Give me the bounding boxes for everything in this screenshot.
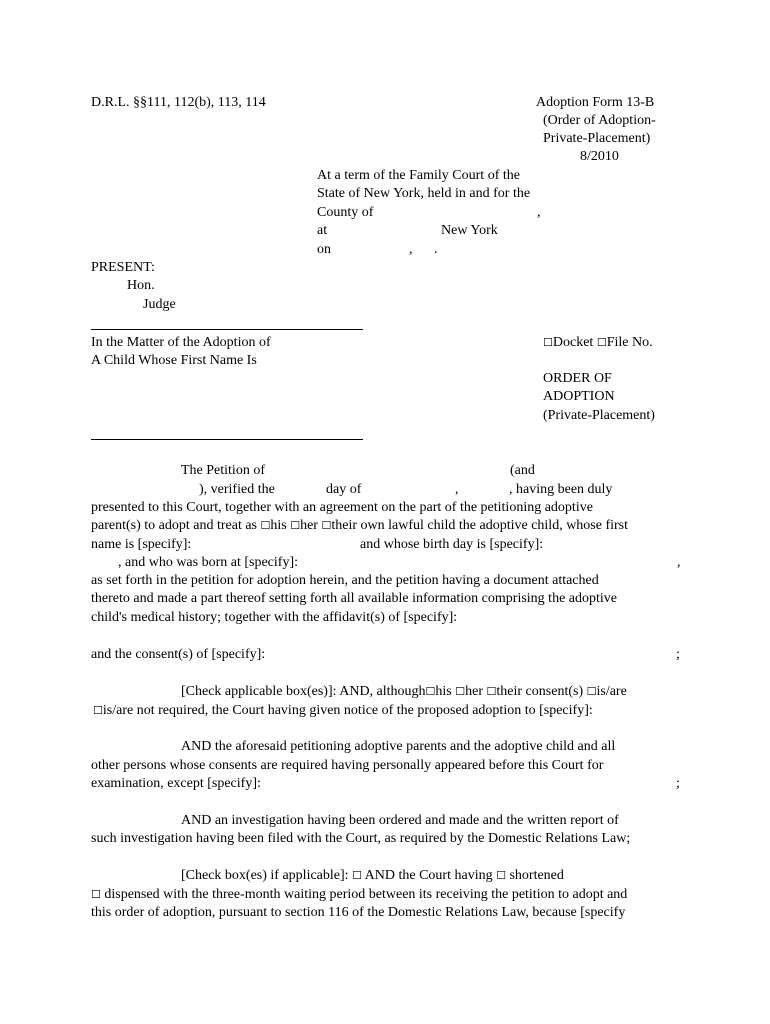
- present-label: PRESENT:: [91, 260, 155, 275]
- consent-isare-label: is/are: [596, 684, 627, 699]
- consent-his-checkbox[interactable]: ☐: [425, 685, 436, 698]
- appeared-line1: AND the aforesaid petitioning adoptive parents and the adoptive child and all: [181, 739, 616, 754]
- body-line-8: thereto and made a part thereof setting forth all available information comprising the adoptive: [91, 591, 617, 606]
- body-line-3: presented to this Court, together with an agreement on the part of the petitioning adoptive: [91, 500, 593, 515]
- their-checkbox[interactable]: ☐: [321, 519, 332, 532]
- day-of-label: day of: [326, 482, 362, 497]
- waiting-period-line2: [91, 886, 627, 904]
- form-subtitle-2: Private-Placement): [543, 131, 651, 146]
- court-having-label: AND the Court having: [364, 868, 493, 883]
- waiting-period-line1: [181, 867, 564, 885]
- verified-label: ), verified the: [199, 482, 275, 497]
- file-no-label: File No.: [606, 335, 653, 350]
- on-label: on: [317, 242, 331, 257]
- consent-not-required-line2: [93, 702, 593, 720]
- consent-isare-checkbox[interactable]: ☐: [586, 685, 597, 698]
- born-at-label: , and who was born at [specify]:: [118, 555, 299, 570]
- check-applicable-label: [Check applicable box(es)]: AND, although: [181, 684, 426, 699]
- examination-except-label: examination, except [specify]:: [91, 776, 261, 791]
- consents-label: and the consent(s) of [specify]:: [91, 647, 266, 662]
- investigation-line2: such investigation having been filed with the Court, as required by the Domestic Relations Law;: [91, 831, 631, 846]
- form-date: 8/2010: [580, 149, 619, 164]
- consent-her-label: her: [465, 684, 484, 699]
- shortened-checkbox[interactable]: ☐: [496, 869, 506, 882]
- shortened-label: shortened: [509, 868, 564, 883]
- statute-citation: D.R.L. §§111, 112(b), 113, 114: [91, 95, 266, 110]
- first-name-label: name is [specify]:: [91, 537, 192, 552]
- hon-label: Hon.: [127, 278, 155, 293]
- date-period: .: [434, 242, 438, 257]
- docket-label: Docket: [552, 335, 594, 350]
- court-term-line2: State of New York, held in and for the: [317, 186, 531, 201]
- petition-and-label: (and: [510, 463, 535, 478]
- consent-their-checkbox[interactable]: ☐: [486, 685, 497, 698]
- form-title: Adoption Form 13-B: [536, 95, 655, 110]
- waiting-period-line3: this order of adoption, pursuant to section 116 of the Domestic Relations Law, because [specify: [91, 905, 626, 920]
- his-checkbox[interactable]: ☐: [260, 519, 271, 532]
- form-subtitle-1: (Order of Adoption-: [543, 113, 656, 128]
- docket-file-selector: [543, 334, 653, 352]
- his-label: his: [270, 518, 287, 533]
- dispensed-checkbox[interactable]: ☐: [91, 888, 101, 901]
- county-label: County of: [317, 205, 374, 220]
- order-title-line2: ADOPTION: [543, 389, 615, 404]
- appeared-line2: other persons whose consents are required having personally appeared before this Court for: [91, 758, 604, 773]
- court-having-checkbox[interactable]: ☐: [352, 869, 362, 882]
- caption-bottom-rule: [91, 439, 363, 440]
- consent-not-required-line1: [181, 683, 627, 701]
- birth-day-label: and whose birth day is [specify]:: [360, 537, 544, 552]
- check-if-applicable-label: [Check box(es) if applicable]:: [181, 868, 349, 883]
- court-term-line1: At a term of the Family Court of the: [317, 168, 520, 183]
- day-of-comma: ,: [455, 482, 459, 497]
- consent-their-label: their consent(s): [496, 684, 584, 699]
- docket-checkbox[interactable]: ☐: [543, 336, 553, 349]
- adopt-treat-label: parent(s) to adopt and treat as: [91, 518, 257, 533]
- petition-of-label: The Petition of: [181, 463, 265, 478]
- body-line-4: [91, 517, 628, 535]
- their-label: their own lawful child the adoptive child, whose first: [331, 518, 629, 533]
- investigation-line1: AND an investigation having been ordered and made and the written report of: [181, 813, 619, 828]
- caption-top-rule: [91, 329, 363, 330]
- at-label: at: [317, 223, 328, 238]
- matter-line1: In the Matter of the Adoption of: [91, 335, 271, 350]
- file-checkbox[interactable]: ☐: [596, 336, 607, 349]
- matter-line2: A Child Whose First Name Is: [91, 353, 257, 368]
- body-line-9: child's medical history; together with the affidavit(s) of [specify]:: [91, 610, 458, 625]
- her-label: her: [300, 518, 318, 533]
- examination-semicolon: ;: [676, 776, 680, 791]
- duly-label: , having been duly: [509, 482, 613, 497]
- date-comma: ,: [409, 242, 413, 257]
- consent-her-checkbox[interactable]: ☐: [455, 685, 466, 698]
- body-line-7: as set forth in the petition for adoption herein, and the petition having a document attached: [91, 573, 599, 588]
- state-name: New York: [441, 223, 498, 238]
- not-required-isare-checkbox[interactable]: ☐: [93, 704, 103, 717]
- dispensed-label: dispensed with the three-month waiting period between its receiving the petition to adopt and: [104, 887, 628, 902]
- consents-semicolon: ;: [676, 647, 680, 662]
- county-comma: ,: [537, 205, 541, 220]
- consent-his-label: his: [435, 684, 452, 699]
- her-checkbox[interactable]: ☐: [290, 519, 301, 532]
- not-required-label: is/are not required, the Court having given notice of the proposed adoption to [specify]:: [102, 703, 593, 718]
- born-at-comma: ,: [677, 555, 681, 570]
- judge-label: Judge: [143, 297, 176, 312]
- order-title-line3: (Private-Placement): [543, 408, 655, 423]
- order-title-line1: ORDER OF: [543, 371, 612, 386]
